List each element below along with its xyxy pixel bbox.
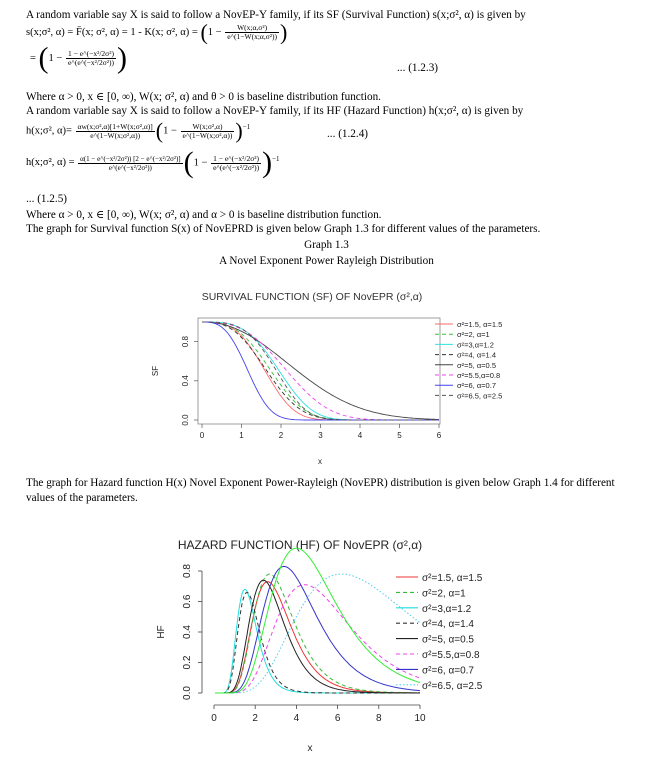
hf-x-tick-label: 8 xyxy=(376,713,382,724)
hf-legend-label: σ²=5.5,α=0.8 xyxy=(422,650,480,661)
eq123-lhs: s(x;σ², α) = F̄(x; σ², α) = 1 - K(x; σ², α) = xyxy=(26,26,201,38)
equation-1-2-4: h(x;σ², α)= $\frac{\text{αw(x;σ²,α)[1+W(x;σ²,α)]}}{\text{e\textasciicircum{}(1−W(x;σ²,α))}}$ (1 − $\frac{\text{W(x;σ²,α)}}{\text{e\textasciicircum{}(1−W(x;σ²,α))}}$ )$^{-1}$ xyxy=(26,118,251,144)
hf-legend-label: σ²=6.5, α=2.5 xyxy=(422,680,483,692)
hazard-function-chart xyxy=(150,525,520,760)
eq123-tag: ... (1.2.3) xyxy=(397,62,439,74)
sf-series-line xyxy=(202,322,439,420)
sf-y-tick-label: 0.0 xyxy=(181,414,190,426)
equation-1-2-3-line2: = (1 − $\frac{\text{1 − e\textasciicircum{}(−x²/2σ²)}}{\text{e\textasciicircum{}(e\textasciicircum{}(−x²/2σ²))}}$ ) xyxy=(30,41,128,75)
equation-1-2-3-line1: s(x;σ², α) = F̄(x; σ², α) = 1 - K(x; σ², α) = (1 − $\frac{\text{W(x;α,σ²)}}{\text{e\textasciicircum{}(1−W(x;α,σ²))}}$ ) xyxy=(26,19,288,45)
hf-series-group xyxy=(215,548,420,693)
sf-series-line xyxy=(202,322,439,419)
sf-legend-label: σ²=6.5, α=2.5 xyxy=(457,391,503,401)
hf-x-tick-label: 2 xyxy=(252,713,258,724)
sf-legend-label: σ²=3,α=1.2 xyxy=(457,340,494,350)
sf-legend-label: σ²=2, α=1 xyxy=(457,330,490,340)
eq125-tag: ... (1.2.5) xyxy=(26,193,68,205)
graph-label: Graph 1.3 xyxy=(304,239,349,251)
eq125-fraction: $\frac{\text{α(1 − e\textasciicircum{}(−x²/2σ²)) [2 − e\textasciicircum{}(−x²/2σ²)]}}{\text{e\textasciicircum{}(e\textasciicircum{}(−x²/2σ²))}}$ xyxy=(80,154,181,172)
sf-legend-label: σ²=5, α=0.5 xyxy=(457,360,496,370)
equation-1-2-5: h(x;σ², α) = $\frac{\text{α(1 − e\textasciicircum{}(−x²/2σ²)) [2 − e\textasciicircum{}(−x²/2σ²)]}}{\text{e\textasciicircum{}(e\textasciicircum{}(−x²/2σ²))}}$ (1 − $\frac{\text{1 − e\textasciicircum{}(−x²/2σ²)}}{\text{e\textasciicircum{}(e\textasciicircum{}(−x²/2σ²))}}$ )$^{-1}$ xyxy=(26,146,280,180)
hf-y-tick-label: 0.6 xyxy=(182,594,193,609)
hf-x-tick-label: 10 xyxy=(414,713,426,724)
sf-x-tick-label: 6 xyxy=(436,431,442,440)
paragraph-sf-intro: A random variable say X is said to follow a NovEP-Y family, if its SF (Survival Function) s(x;σ², α) is given by xyxy=(26,9,526,21)
eq124-fraction: $\frac{\text{αw(x;σ²,α)[1+W(x;σ²,α)]}}{\text{e\textasciicircum{}(1−W(x;σ²,α))}}$ xyxy=(77,121,153,140)
sf-x-tick-label: 3 xyxy=(318,431,323,440)
where-clause-2: Where α > 0, x ∈ [0, ∞), W(x; σ², α) and α > 0 is baseline distribution function. xyxy=(26,209,382,221)
hf-y-tick-label: 0.2 xyxy=(182,655,193,670)
hf-legend-label: σ²=1.5, α=1.5 xyxy=(422,573,483,584)
sf-series-line xyxy=(202,322,439,420)
sf-series-line xyxy=(202,322,439,420)
sf-legend-label: σ²=1.5, α=1.5 xyxy=(457,320,503,329)
eq125-fraction2: $\frac{\text{1 − e\textasciicircum{}(−x²/2σ²)}}{\text{e\textasciicircum{}(e\textasciicircum{}(−x²/2σ²))}}$ xyxy=(213,153,260,172)
hf-x-axis-label: x xyxy=(307,743,313,754)
sf-x-tick-label: 4 xyxy=(357,431,363,440)
hf-series-line xyxy=(215,548,420,693)
paragraph-hf-graph-1: The graph for Hazard function H(x) Novel Exponent Power-Rayleigh (NovEPR) distribution is given below Graph 1.4 for different xyxy=(26,477,615,489)
sf-plot-frame xyxy=(198,318,440,424)
sf-y-tick-label: 0.4 xyxy=(181,375,190,387)
eq123-fraction2: $\frac{\text{1 − e\textasciicircum{}(−x²/2σ²)}}{\text{e\textasciicircum{}(e\textasciicircum{}(−x²/2σ²))}}$ xyxy=(67,49,115,67)
paragraph-hf-intro: A random variable say X is said to follow a NovEP-Y family, if its HF (Hazard Function) h(x;σ², α) is given by xyxy=(26,105,524,117)
hf-series-line xyxy=(215,580,420,693)
eq124-fraction2: $\frac{\text{W(x;σ²,α)}}{\text{e\textasciicircum{}(1−W(x;σ²,α))}}$ xyxy=(182,121,233,140)
sf-y-tick-label: 0.8 xyxy=(181,336,190,348)
survival-function-chart xyxy=(140,280,520,470)
sf-legend-label: σ²=6, α=0.7 xyxy=(457,381,496,391)
sf-legend-label: σ²=5.5,α=0.8 xyxy=(457,371,501,380)
hf-x-tick-label: 0 xyxy=(211,713,217,724)
paragraph-hf-graph-2: values of the parameters. xyxy=(26,492,138,504)
sf-series-line xyxy=(202,322,439,420)
hf-legend-label: σ²=6, α=0.7 xyxy=(422,665,474,677)
hf-legend-label: σ²=4, α=1.4 xyxy=(422,619,474,631)
hf-legend-label: σ²=2, α=1 xyxy=(422,588,466,600)
hf-legend-label: σ²=5, α=0.5 xyxy=(422,634,474,646)
sf-series-line xyxy=(202,322,439,420)
sf-series-line xyxy=(202,322,439,420)
eq123-fraction: $\frac{\text{W(x;α,σ²)}}{\text{e\textasciicircum{}(1−W(x;α,σ²))}}$ xyxy=(227,23,278,41)
hf-x-tick-label: 4 xyxy=(293,713,300,724)
sf-x-tick-label: 1 xyxy=(239,431,244,440)
hf-y-tick-label: 0.8 xyxy=(182,564,193,578)
hf-legend-label: σ²=3,α=1.2 xyxy=(422,603,472,615)
sf-x-tick-label: 5 xyxy=(397,431,402,440)
eq125-lhs: h(x;σ², α) = xyxy=(26,157,75,169)
graph-subtitle: A Novel Exponent Power Rayleigh Distribution xyxy=(219,255,434,267)
hf-chart-title: HAZARD FUNCTION (HF) OF NovEPR (σ²,α) xyxy=(177,538,423,552)
hf-y-tick-label: 0.4 xyxy=(182,625,193,639)
where-clause-1: Where α > 0, x ∈ [0, ∞), W(x; σ², α) and θ > 0 is baseline distribution function. xyxy=(26,91,381,103)
hf-y-tick-label: 0.0 xyxy=(182,686,193,700)
hf-series-line xyxy=(215,585,420,693)
hf-series-line xyxy=(215,574,420,693)
sf-chart-title: SURVIVAL FUNCTION (SF) OF NovEPR (σ²,α) xyxy=(201,291,423,303)
hf-series-line xyxy=(215,574,420,693)
hf-x-tick-label: 6 xyxy=(334,713,341,724)
sf-y-axis-label: SF xyxy=(151,365,160,377)
sf-legend-label: σ²=4, α=1.4 xyxy=(457,350,496,360)
eq124-lhs: h(x;σ², α)= xyxy=(26,125,72,137)
hf-y-axis-label: HF xyxy=(156,625,167,639)
sf-x-tick-label: 0 xyxy=(199,431,205,440)
sf-series-line xyxy=(202,322,439,420)
paragraph-sf-graph: The graph for Survival function S(x) of NovEPRD is given below Graph 1.3 for different values of the parameters. xyxy=(26,223,541,235)
sf-x-tick-label: 2 xyxy=(278,431,284,440)
sf-x-axis-label: x xyxy=(318,457,322,466)
eq124-tag: ... (1.2.4) xyxy=(327,128,369,140)
